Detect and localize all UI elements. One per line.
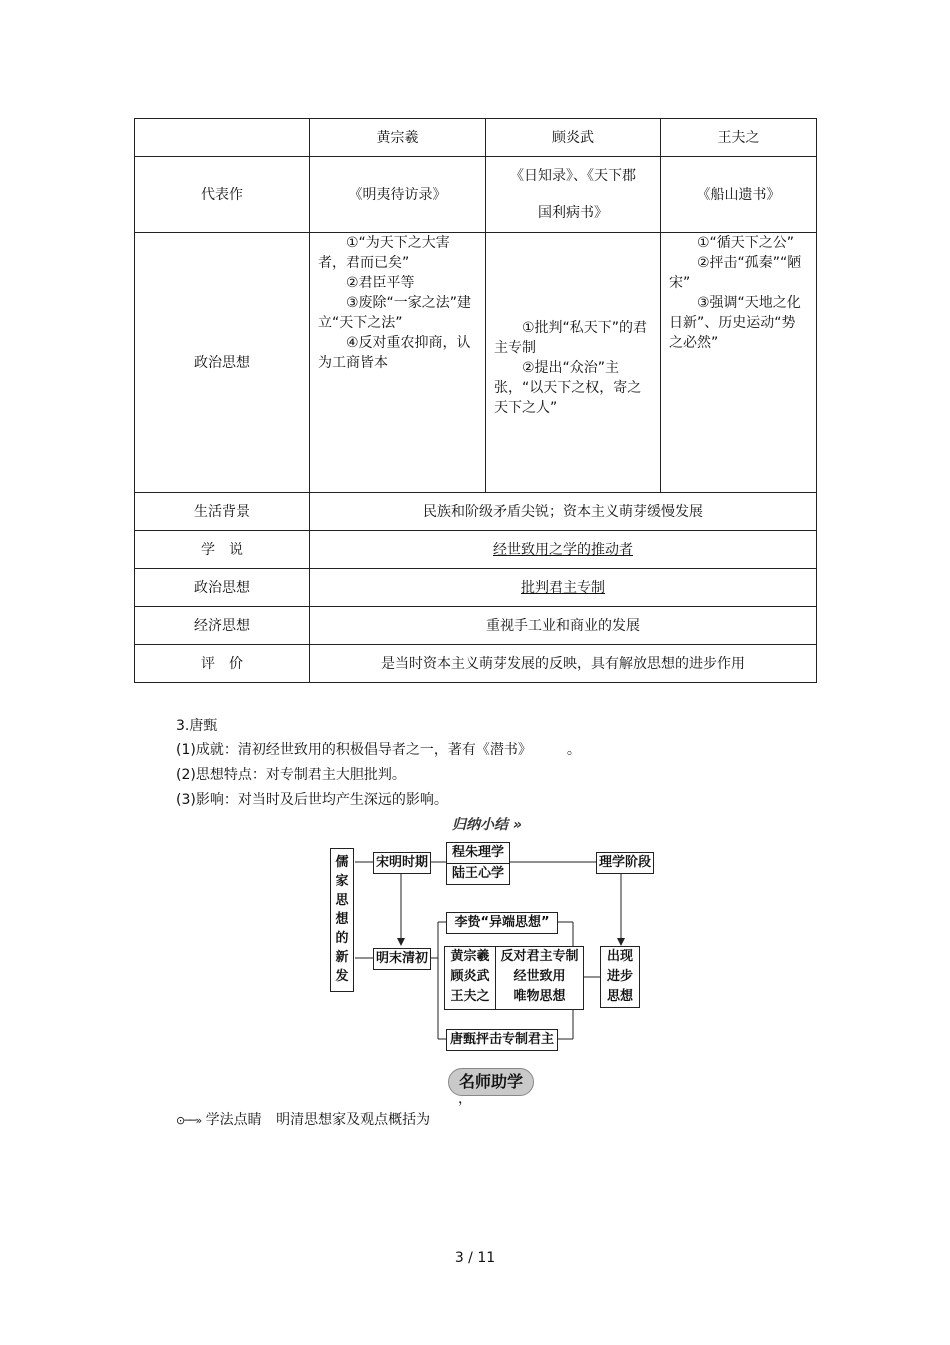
politics-summary-text: 批判君主专制 <box>521 579 605 596</box>
lixue-cheng-zhu: 程朱理学 <box>447 843 509 864</box>
works-gu: 《日知录》、《天下郡国利病书》 <box>486 157 661 233</box>
tip-label: 学法点睛 <box>205 1112 262 1128</box>
row-label-politics: 政治思想 <box>135 233 310 493</box>
section-tang-zhen-item-3: (3)影响：对当时及后世均产生深远的影响。 <box>176 792 448 808</box>
thinker-wang: 王夫之 <box>450 989 490 1004</box>
tang-zhen-box: 唐甄抨击专制君主 <box>446 1029 558 1051</box>
progress-line-3: 思想 <box>606 989 633 1004</box>
left-label-char-4: 想 <box>335 912 349 927</box>
summary-diagram <box>328 812 658 1052</box>
row-label-background: 生活背景 <box>135 493 310 531</box>
teacher-help-badge: 名师助学 <box>448 1068 534 1096</box>
row-label-economy: 经济思想 <box>135 607 310 645</box>
lixue-stage-box: 理学阶段 <box>596 852 654 874</box>
left-label-box <box>330 848 354 992</box>
left-label-char-6: 新 <box>335 950 349 965</box>
politics-wang-3: ③强调“天地之化日新”、历史运动“势之必然” <box>669 295 801 351</box>
progress-line-1: 出现 <box>606 949 633 964</box>
left-label-char-3: 思 <box>335 893 349 908</box>
song-ming-box: 宋明时期 <box>373 852 431 874</box>
row-label-politics-summary: 政治思想 <box>135 569 310 607</box>
works-wang: 《船山遗书》 <box>661 157 817 233</box>
tip-arrow-icon: ⊙──» <box>176 1114 202 1127</box>
evaluation-value: 是当时资本主义萌芽发展的反映，具有解放思想的进步作用 <box>310 645 817 683</box>
header-wang-fuzhi: 王夫之 <box>661 119 817 157</box>
politics-huang <box>310 233 486 493</box>
doctrine-value <box>310 531 817 569</box>
header-huang-zongxi: 黄宗羲 <box>310 119 486 157</box>
politics-gu-1: ①批判“私天下”的君主专制 <box>494 319 648 356</box>
politics-wang-2: ②抨击“孤秦”“陋宋” <box>669 255 802 291</box>
thinkers-names <box>445 947 496 1009</box>
background-value: 民族和阶级矛盾尖锐；资本主义萌芽缓慢发展 <box>310 493 817 531</box>
diagram-title-text: 归纳小结 <box>452 817 508 833</box>
thinker-gu: 顾炎武 <box>450 969 490 984</box>
header-gu-yanwu: 顾炎武 <box>486 119 661 157</box>
economy-value: 重视手工业和商业的发展 <box>310 607 817 645</box>
lixue-box <box>446 842 510 885</box>
politics-summary-value <box>310 569 817 607</box>
idea-practical: 经世致用 <box>513 969 566 984</box>
row-label-doctrine: 学 说 <box>135 531 310 569</box>
row-label-works: 代表作 <box>135 157 310 233</box>
double-chevron-icon: » <box>512 817 522 833</box>
politics-huang-2: ②君臣平等 <box>346 275 415 291</box>
politics-huang-1: ①“为天下之大害者，君而已矣” <box>318 235 450 271</box>
li-zhi-box: 李贽“异端思想” <box>446 912 558 934</box>
header-empty <box>135 119 310 157</box>
politics-huang-3: ③废除“一家之法”建立“天下之法” <box>318 295 472 331</box>
tip-line <box>176 1110 430 1131</box>
politics-gu-2: ②提出“众治”主张，“以天下之权，寄之天下之人” <box>494 359 642 416</box>
left-label-char-5: 的 <box>335 931 349 946</box>
idea-materialism: 唯物思想 <box>513 989 566 1004</box>
politics-gu <box>486 233 661 493</box>
works-huang: 《明夷待访录》 <box>310 157 486 233</box>
politics-wang <box>661 233 817 493</box>
ming-qing-box: 明末清初 <box>373 948 431 970</box>
politics-huang-4: ④反对重农抑商，认为工商皆本 <box>318 335 471 371</box>
politics-wang-1: ①“循天下之公” <box>697 235 795 251</box>
progress-box <box>600 946 640 1008</box>
stray-comma: ， <box>458 1091 472 1107</box>
left-label-char-2: 家 <box>335 874 349 889</box>
row-label-evaluation: 评 价 <box>135 645 310 683</box>
thinker-huang: 黄宗羲 <box>450 949 490 964</box>
section-tang-zhen-item-1: (1)成就：清初经世致用的积极倡导者之一，著有《潜书》 。 <box>176 742 581 758</box>
left-label-char-7: 发 <box>335 969 349 984</box>
left-label-char-1: 儒 <box>335 855 349 870</box>
progress-line-2: 进步 <box>606 969 633 984</box>
lixue-lu-wang: 陆王心学 <box>451 866 504 881</box>
thinkers-box <box>444 946 584 1010</box>
idea-oppose-autocracy: 反对君主专制 <box>500 949 579 964</box>
page-number: 3 / 11 <box>454 1250 496 1266</box>
doctrine-text: 经世致用之学的推动者 <box>493 541 633 558</box>
tip-text: 明清思想家及观点概括为 <box>276 1112 431 1128</box>
thinkers-ideas <box>496 947 583 1007</box>
section-tang-zhen-title: 3.唐甄 <box>176 718 218 734</box>
thinkers-table <box>134 118 817 683</box>
section-tang-zhen-item-2: (2)思想特点：对专制君主大胆批判。 <box>176 767 406 783</box>
